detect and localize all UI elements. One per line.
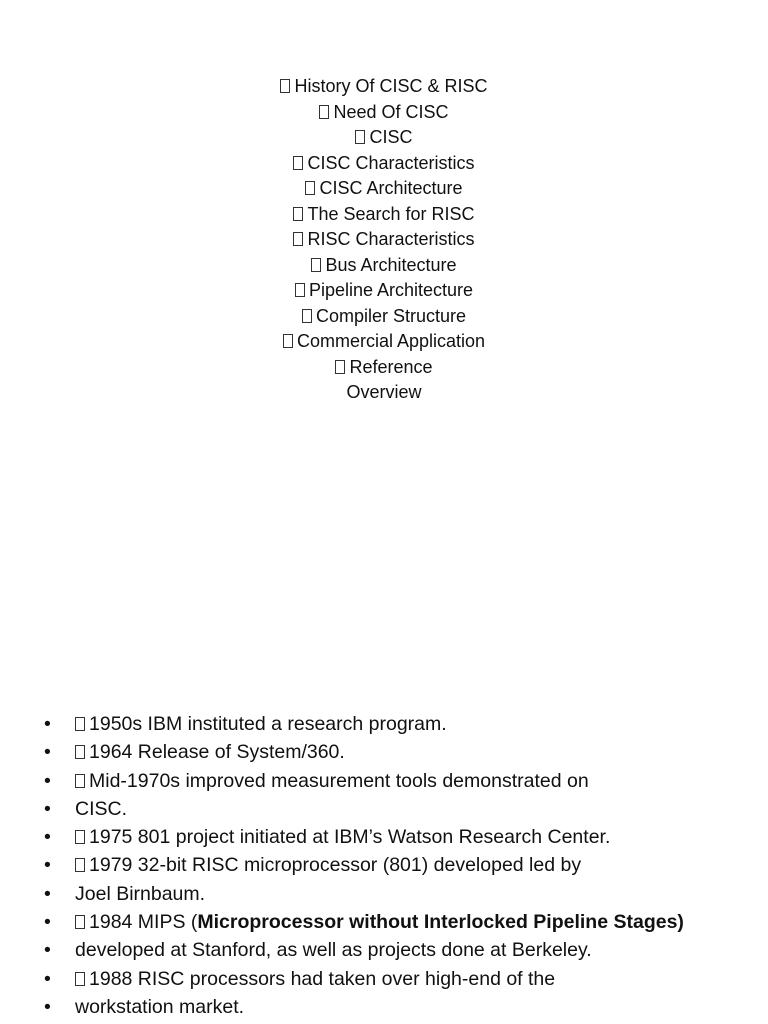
missing-glyph-icon (302, 309, 312, 323)
bullet-icon: • (44, 882, 51, 905)
history-line: • Mid-1970s improved measurement tools demonstrated on (0, 767, 768, 795)
bullet-icon: • (44, 741, 51, 764)
overview-item: CISC Architecture (0, 176, 768, 202)
overview-title: Overview (346, 382, 422, 402)
overview-item: CISC (0, 125, 768, 151)
missing-glyph-icon (293, 207, 303, 221)
missing-glyph-icon (75, 774, 85, 788)
bullet-icon: • (44, 939, 51, 962)
bullet-icon: • (44, 967, 51, 990)
history-line: • 1950s IBM instituted a research program. (0, 710, 768, 738)
history-line: • 1975 801 project initiated at IBM’s Watson Research Center. (0, 823, 768, 851)
history-line: • Joel Birnbaum. (0, 880, 768, 908)
missing-glyph-icon (75, 858, 85, 872)
bullet-icon: • (44, 854, 51, 877)
history-line: • 1979 32-bit RISC microprocessor (801) developed led by (0, 851, 768, 879)
overview-item: The Search for RISC (0, 202, 768, 228)
missing-glyph-icon (293, 232, 303, 246)
missing-glyph-icon (319, 105, 329, 119)
overview-item: CISC Characteristics (0, 151, 768, 177)
missing-glyph-icon (283, 334, 293, 348)
overview-item: Bus Architecture (0, 253, 768, 279)
overview-item: RISC Characteristics (0, 227, 768, 253)
bullet-icon: • (44, 911, 51, 934)
history-slide (0, 700, 768, 1024)
missing-glyph-icon (75, 972, 85, 986)
overview-list (0, 74, 768, 406)
bullet-icon: • (44, 797, 51, 820)
history-line: • 1984 MIPS (Microprocessor without Interlocked Pipeline Stages) (0, 908, 768, 936)
mips-expansion: Microprocessor without Interlocked Pipeline Stages) (197, 911, 684, 934)
overview-item: History Of CISC & RISC (0, 74, 768, 100)
overview-item: Pipeline Architecture (0, 278, 768, 304)
history-line: • 1988 RISC processors had taken over high-end of the (0, 965, 768, 993)
history-line: • workstation market. (0, 993, 768, 1021)
missing-glyph-icon (305, 181, 315, 195)
missing-glyph-icon (280, 79, 290, 93)
overview-item: Need Of CISC (0, 100, 768, 126)
missing-glyph-icon (75, 830, 85, 844)
overview-item: Commercial Application (0, 329, 768, 355)
bullet-icon: • (44, 995, 51, 1018)
missing-glyph-icon (295, 283, 305, 297)
missing-glyph-icon (293, 156, 303, 170)
history-list (0, 710, 768, 1021)
history-line: • CISC. (0, 795, 768, 823)
missing-glyph-icon (75, 745, 85, 759)
missing-glyph-icon (75, 915, 85, 929)
missing-glyph-icon (75, 717, 85, 731)
history-line: • 1964 Release of System/360. (0, 738, 768, 766)
bullet-icon: • (44, 713, 51, 735)
overview-item: Compiler Structure (0, 304, 768, 330)
missing-glyph-icon (311, 258, 321, 272)
missing-glyph-icon (355, 130, 365, 144)
overview-item: Reference (0, 355, 768, 381)
missing-glyph-icon (335, 360, 345, 374)
bullet-icon: • (44, 826, 51, 849)
bullet-icon: • (44, 769, 51, 792)
history-line: • developed at Stanford, as well as projects done at Berkeley. (0, 936, 768, 964)
